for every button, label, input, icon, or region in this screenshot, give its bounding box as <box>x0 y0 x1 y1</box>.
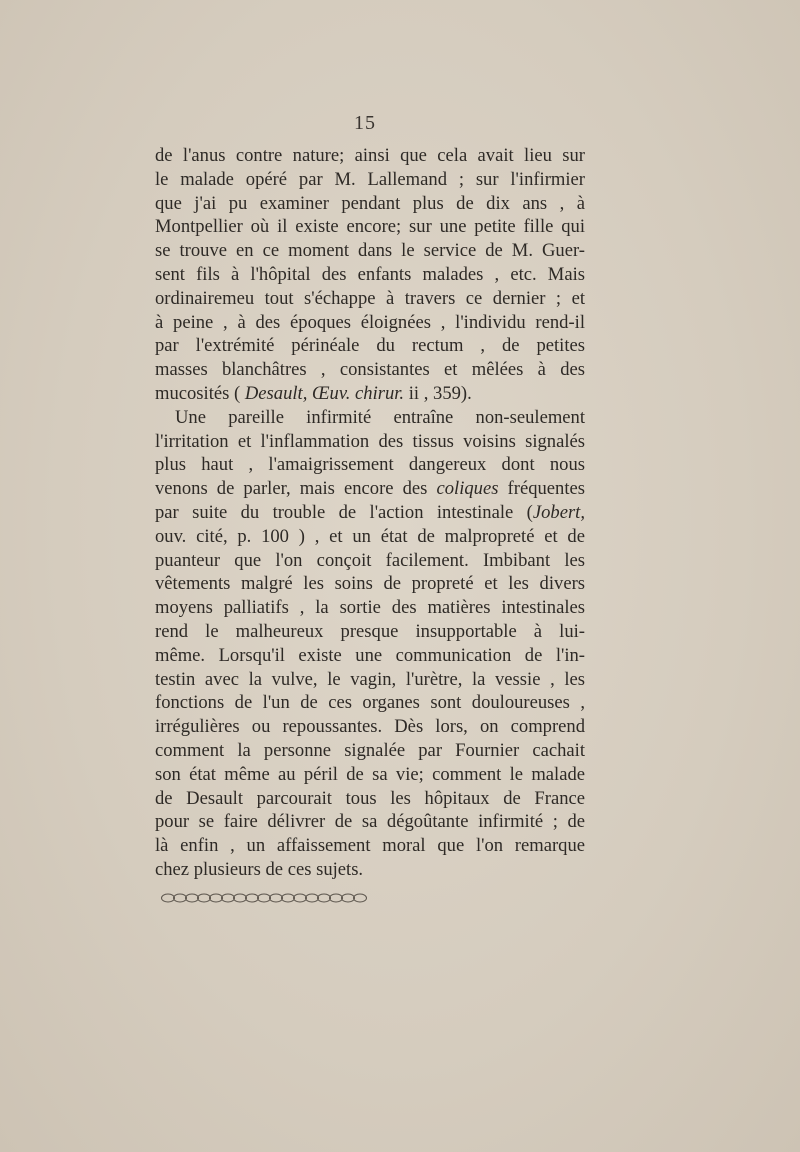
ornament-loop <box>270 894 283 902</box>
italic-text: Jobert, <box>532 501 585 523</box>
text-line <box>155 596 585 620</box>
text-line <box>155 715 585 739</box>
ornament-loop <box>318 894 331 902</box>
text-segment: par l'extrémité périnéale du rectum , de petites <box>155 335 585 357</box>
page-number: 15 <box>354 112 376 134</box>
text-segment: comment la personne signalée par Fournier cachait <box>155 739 585 761</box>
text-line <box>155 263 585 287</box>
text-line <box>155 334 585 358</box>
text-line <box>155 501 585 525</box>
ornament-loop <box>354 894 367 902</box>
text-line <box>155 430 585 454</box>
text-segment: chez plusieurs de ces sujets. <box>155 858 364 880</box>
ornament-loop <box>210 894 223 902</box>
text-segment: plus haut , l'amaigrissement dangereux dont nous <box>155 454 585 476</box>
italic-text: Desault, Œuv. chirur. <box>244 382 405 404</box>
text-line <box>155 311 585 335</box>
ornament-loop <box>186 894 199 902</box>
body-text <box>155 144 585 882</box>
ornament-loop <box>222 894 235 902</box>
ornament-loop <box>258 894 271 902</box>
text-line <box>155 668 585 692</box>
text-segment: testin avec la vulve, le vagin, l'urètre, la vessie , les <box>155 668 585 690</box>
text-segment: mucosités ( <box>155 382 245 404</box>
ornament-loop <box>246 894 259 902</box>
text-line <box>155 477 585 501</box>
text-line <box>155 858 585 882</box>
text-line <box>155 239 585 263</box>
text-line <box>155 691 585 715</box>
text-segment: puanteur que l'on conçoit facilement. Imbibant les <box>155 549 585 571</box>
text-segment: rend le malheureux presque insupportable à lui- <box>155 620 585 642</box>
text-segment: l'irritation et l'inflammation des tissus voisins signalés <box>155 430 585 452</box>
ornament-loop <box>282 894 295 902</box>
text-segment: pour se faire délivrer de sa dégoûtante infirmité ; de <box>155 811 585 833</box>
text-segment: par suite du trouble de l'action intestinale ( <box>155 501 533 523</box>
italic-text: coliques <box>436 478 499 500</box>
text-segment: là enfin , un affaissement moral que l'on remarque <box>155 835 585 857</box>
text-segment: ii , 359). <box>404 382 472 404</box>
ornament-loop <box>342 894 355 902</box>
text-segment: que j'ai pu examiner pendant plus de dix ans , à <box>155 192 585 214</box>
text-line <box>155 382 585 406</box>
text-line <box>155 644 585 668</box>
text-segment: même. Lorsqu'il existe une communication de l'in- <box>155 644 585 666</box>
text-segment: sent fils à l'hôpital des enfants malades , etc. Mais <box>155 263 585 285</box>
text-line <box>155 834 585 858</box>
text-line <box>155 787 585 811</box>
text-line <box>155 620 585 644</box>
text-line <box>155 168 585 192</box>
text-line <box>155 144 585 168</box>
text-segment: le malade opéré par M. Lallemand ; sur l'infirmier <box>155 168 585 190</box>
text-segment: masses blanchâtres , consistantes et mêlées à des <box>155 359 585 381</box>
text-line <box>155 763 585 787</box>
text-segment: fréquentes <box>498 478 585 500</box>
text-segment: de l'anus contre nature; ainsi que cela avait lieu sur <box>155 145 585 166</box>
wave-chain-ornament-icon <box>160 890 380 906</box>
ornament-loop <box>234 894 247 902</box>
text-line <box>155 215 585 239</box>
ornament-loop <box>330 894 343 902</box>
text-segment: Une pareille infirmité entraîne non-seulement <box>175 406 585 428</box>
ornament-loop <box>306 894 319 902</box>
text-segment: ordinairemeu tout s'échappe à travers ce dernier ; et <box>155 287 585 309</box>
text-segment: son état même au péril de sa vie; comment le malade <box>155 763 585 785</box>
text-segment: se trouve en ce moment dans le service de M. Guer- <box>155 240 585 262</box>
text-segment: fonctions de l'un de ces organes sont douloureuses , <box>155 692 585 714</box>
text-line <box>155 549 585 573</box>
text-segment: venons de parler, mais encore des <box>155 478 437 500</box>
text-segment: irrégulières ou repoussantes. Dès lors, on comprend <box>155 716 585 738</box>
text-line <box>155 192 585 216</box>
text-line <box>155 406 585 430</box>
ornament-loop <box>294 894 307 902</box>
text-segment: ouv. cité, p. 100 ) , et un état de malpropreté et de <box>155 525 585 547</box>
text-segment: Montpellier où il existe encore; sur une petite fille qui <box>155 216 585 238</box>
text-segment: de Desault parcourait tous les hôpitaux de France <box>155 787 585 809</box>
ornament-loop <box>198 894 211 902</box>
ornament-loop <box>162 894 175 902</box>
text-line <box>155 572 585 596</box>
text-line <box>155 287 585 311</box>
text-segment: moyens palliatifs , la sortie des matières intestinales <box>155 597 585 619</box>
text-line <box>155 739 585 763</box>
text-segment: à peine , à des époques éloignées , l'individu rend-il <box>155 311 585 333</box>
text-line <box>155 525 585 549</box>
text-line <box>155 358 585 382</box>
ornament-loop <box>174 894 187 902</box>
text-line <box>155 810 585 834</box>
text-segment: vêtements malgré les soins de propreté et les divers <box>155 573 585 595</box>
text-line <box>155 453 585 477</box>
